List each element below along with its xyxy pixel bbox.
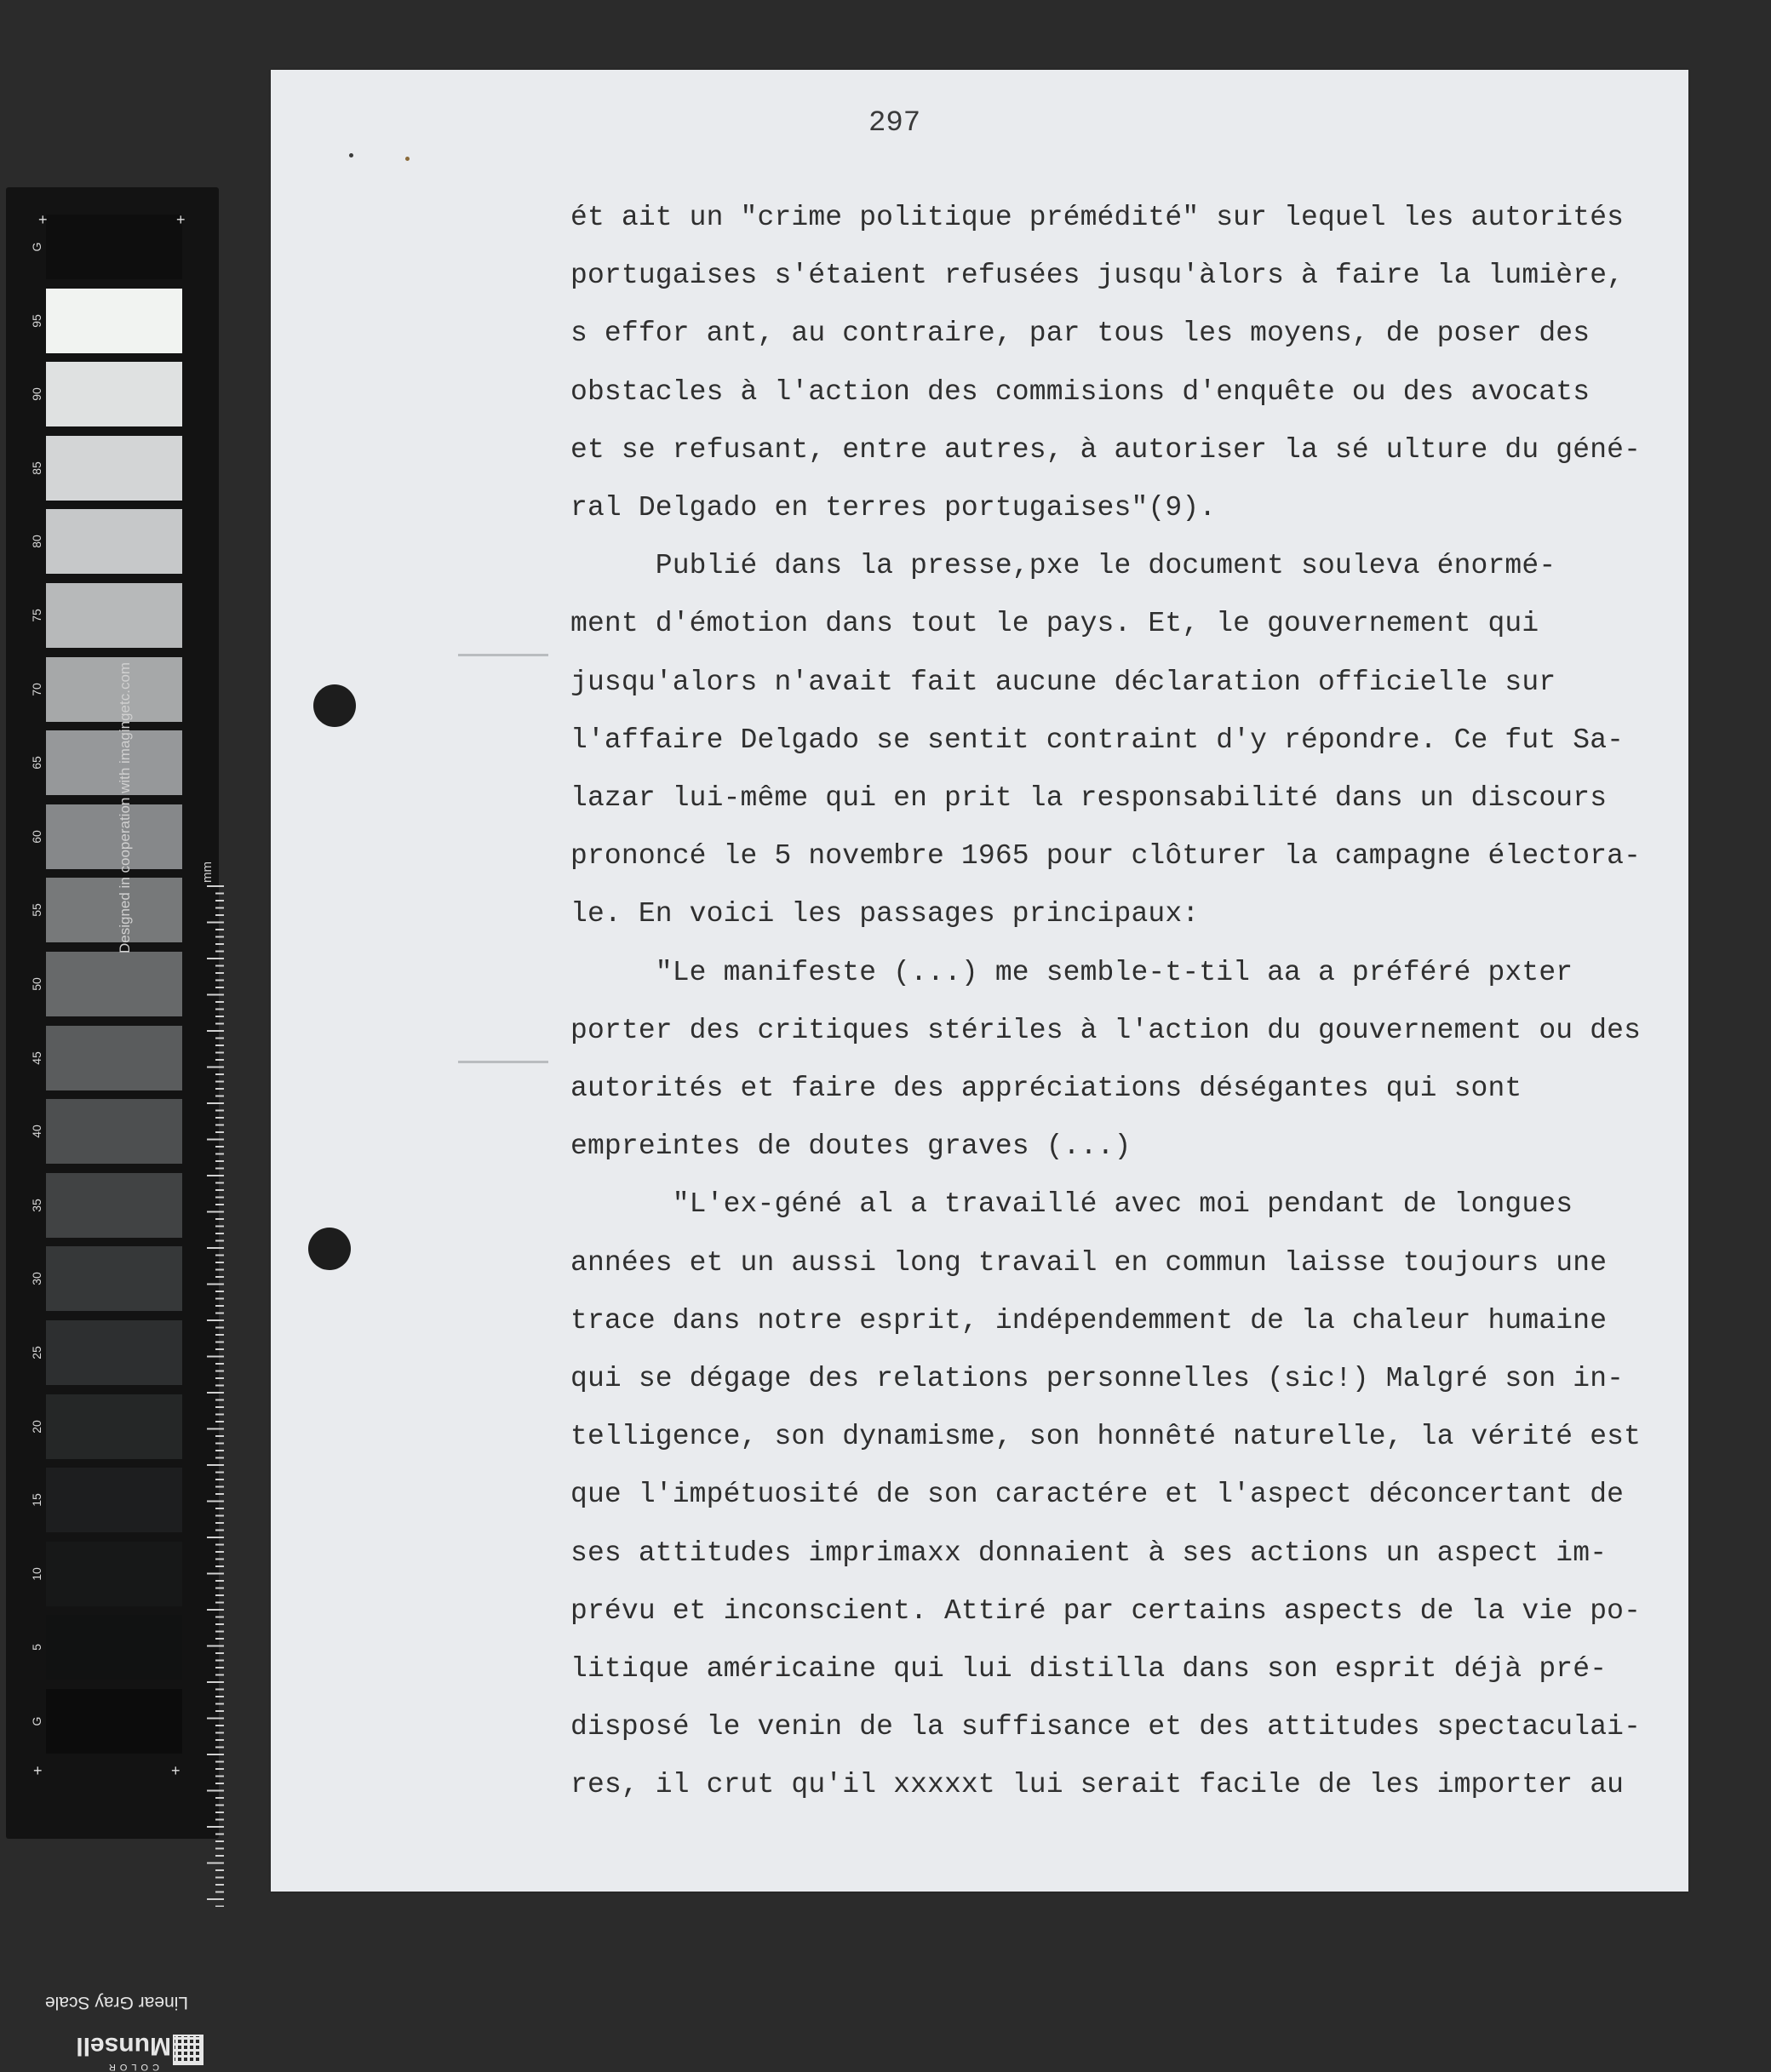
text-line: autorités et faire des appréciations déségantes qui sont xyxy=(570,1073,1522,1104)
millimeter-ruler-major-ticks xyxy=(207,885,224,1907)
zone-label: 35 xyxy=(30,1199,43,1212)
gray-swatch xyxy=(46,804,182,869)
gray-swatch xyxy=(46,1468,182,1532)
zone-label: G xyxy=(30,1716,43,1726)
text-line: s effor ant, au contraire, par tous les moyens, de poser des xyxy=(570,318,1590,350)
gray-swatch xyxy=(46,215,182,279)
zone-label: 50 xyxy=(30,977,43,991)
unit-label: mm xyxy=(200,861,215,883)
munsell-grid-icon xyxy=(173,2035,203,2065)
zone-label: 75 xyxy=(30,609,43,622)
text-line: et se refusant, entre autres, à autoriser la sé ulture du géné- xyxy=(570,433,1642,466)
gray-swatch xyxy=(46,1246,182,1311)
text-line: lazar lui-même qui en prit la responsabilité dans un discours xyxy=(570,782,1608,814)
zone-label: 55 xyxy=(30,903,43,918)
registration-mark: + xyxy=(176,211,186,228)
paper-speck xyxy=(349,153,353,157)
text-line: prévu et inconscient. Attiré par certains aspects de la vie po- xyxy=(570,1594,1642,1627)
gray-swatch xyxy=(46,1542,182,1606)
zone-label: 15 xyxy=(30,1493,43,1507)
text-line: jusqu'alors n'avait fait aucune déclaration officielle sur xyxy=(570,666,1556,698)
registration-mark: + xyxy=(33,1762,43,1779)
gray-swatch xyxy=(46,878,182,942)
zone-label: 45 xyxy=(30,1050,43,1065)
text-line: qui se dégage des relations personnelles (sic!) Malgré son in- xyxy=(570,1363,1625,1394)
text-line: "Le manifeste (...) me semble-t-til aa a préféré pxter xyxy=(570,956,1573,988)
gray-swatch xyxy=(46,1026,182,1090)
brand-name: Munsell xyxy=(76,2032,171,2060)
text-line: ét ait un "crime politique prémédité" sur lequel les autorités xyxy=(570,202,1625,233)
text-line: empreintes de doutes graves (...) xyxy=(570,1130,1132,1163)
text-line: res, il crut qu'il xxxxxt lui serait facile de les importer au xyxy=(570,1769,1625,1801)
text-line: ses attitudes imprimaxx donnaient à ses actions un aspect im- xyxy=(570,1537,1608,1569)
punch-hole xyxy=(308,1228,351,1270)
text-line: litique américaine qui lui distilla dans son esprit déjà pré- xyxy=(570,1653,1608,1685)
zone-label: 70 xyxy=(30,682,43,696)
zone-label: 65 xyxy=(30,756,43,770)
text-line: prononcé le 5 novembre 1965 pour clôturer la campagne électora- xyxy=(570,840,1642,873)
gray-scale-card xyxy=(6,187,219,2072)
gray-swatch xyxy=(46,1173,182,1238)
text-line: l'affaire Delgado se sentit contraint d'y répondre. Ce fut Sa- xyxy=(570,724,1625,756)
margin-mark xyxy=(458,654,548,656)
text-line: trace dans notre esprit, indépendemment de la chaleur humaine xyxy=(570,1304,1608,1336)
gray-swatch xyxy=(46,952,182,1016)
gray-swatch xyxy=(46,509,182,574)
text-line: portugaises s'étaient refusées jusqu'àlors à faire la lumière, xyxy=(570,260,1625,292)
text-line: ment d'émotion dans tout le pays. Et, le gouvernement qui xyxy=(570,608,1539,640)
text-line: le. En voici les passages principaux: xyxy=(570,898,1200,930)
gray-swatch xyxy=(46,362,182,426)
text-line: "L'ex-géné al a travaillé avec moi pendant de longues xyxy=(570,1188,1573,1221)
text-line: Publié dans la presse,pxe le document souleva énormé- xyxy=(570,550,1556,582)
gray-swatch xyxy=(46,289,182,353)
zone-label: 5 xyxy=(30,1644,43,1651)
text-line: que l'impétuosité de son caractére et l'aspect déconcertant de xyxy=(570,1479,1625,1511)
zone-label: 90 xyxy=(30,387,43,401)
registration-mark: + xyxy=(38,211,48,228)
scale-title: Linear Gray Scale xyxy=(44,1993,189,2012)
page-number: 297 xyxy=(868,107,921,140)
gray-swatch xyxy=(46,1615,182,1680)
zone-label: 80 xyxy=(30,535,43,549)
gray-swatch xyxy=(46,1394,182,1459)
text-line: telligence, son dynamisme, son honnêté naturelle, la vérité est xyxy=(570,1421,1642,1453)
gray-swatch xyxy=(46,436,182,501)
gray-swatch xyxy=(46,730,182,795)
text-line: disposé le venin de la suffisance et des attitudes spectaculai- xyxy=(570,1711,1642,1743)
gray-swatch xyxy=(46,657,182,722)
zone-label: 95 xyxy=(30,313,43,328)
zone-label: 40 xyxy=(30,1125,43,1138)
document-page xyxy=(271,70,1688,1892)
gray-swatch xyxy=(46,1320,182,1385)
zone-label: 85 xyxy=(30,461,43,475)
gray-swatch xyxy=(46,1689,182,1754)
paper-speck xyxy=(405,157,410,161)
brand-sub: COLOR xyxy=(104,2062,159,2072)
gray-swatch xyxy=(46,1099,182,1164)
margin-mark xyxy=(458,1061,548,1063)
text-line: années et un aussi long travail en commun laisse toujours une xyxy=(570,1246,1608,1279)
zone-label: 20 xyxy=(30,1419,43,1434)
zone-label: 25 xyxy=(30,1346,43,1359)
punch-hole xyxy=(313,684,356,727)
text-line: obstacles à l'action des commisions d'enquête ou des avocats xyxy=(570,375,1590,408)
zone-label: 10 xyxy=(30,1567,43,1581)
text-line: porter des critiques stériles à l'action du gouvernement ou des xyxy=(570,1014,1642,1046)
text-line: ral Delgado en terres portugaises"(9). xyxy=(570,492,1217,524)
zone-label: 60 xyxy=(30,830,43,844)
gray-swatch xyxy=(46,583,182,648)
zone-label: 30 xyxy=(30,1272,43,1286)
zone-label: G xyxy=(30,242,43,252)
credit-text: Designed in cooperation with imagingetc.com xyxy=(117,661,133,953)
brand-logo xyxy=(35,2031,205,2072)
registration-mark: + xyxy=(171,1762,181,1779)
